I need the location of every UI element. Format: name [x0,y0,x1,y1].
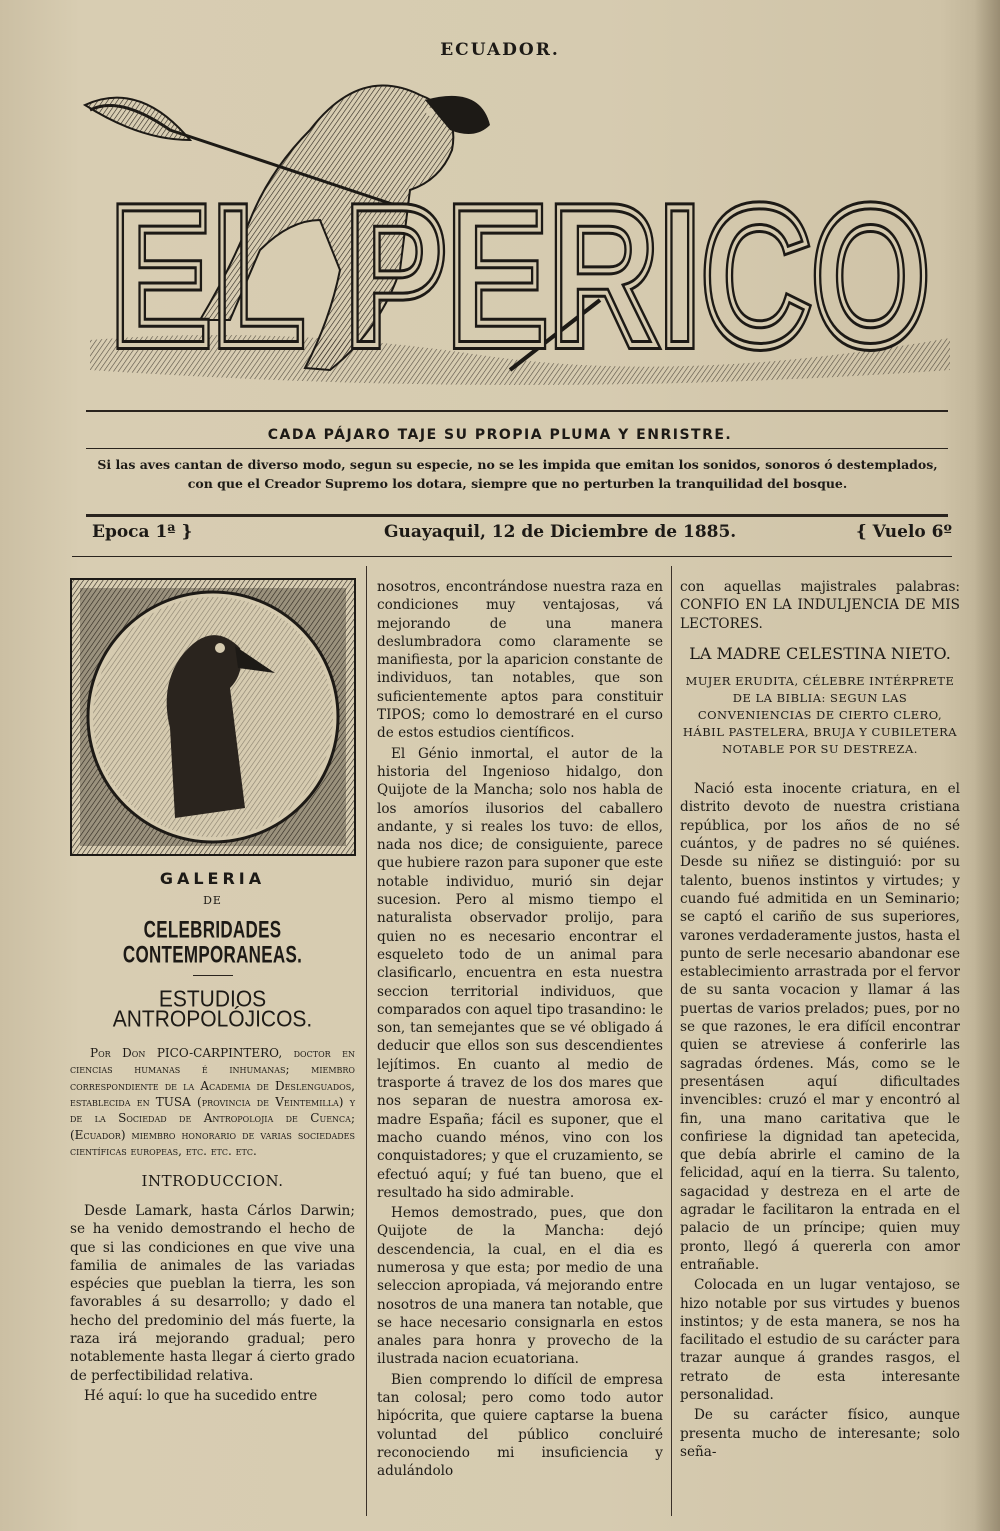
epoca-label: Epoca 1ª } [92,522,193,542]
paragraph: Hemos demostrado, pues, que don Quijote de la Mancha: dejó descendencia, la cual, en el dia es numerosa y que esta; por medio de una seleccion apropiada, vá mejorando entre nosotros de una manera tan notable, que se hace necesario consignarla en estos anales para honra y provecho de la ilustrada nacion ecuatoriana. [377,1205,663,1368]
country-label: ECUADOR. [440,40,560,60]
celebridades-heading: CELEBRIDADES CONTEMPORANEAS. [122,915,303,969]
paragraph: El Génio inmortal, el autor de la historia del Ingenioso hidalgo, don Quijote de la Mancha; solo nos habla de los amoríos ilusorios del caballero andante, y si reales los tuvo: de ellos, nada nos dice; de consiguiente, parece que hubiere razon para suponer que este notable individuo, murió sin dejar sucesion. Pero al mismo tiempo el naturalista observador prolijo, para quien no es necesario encontrar el esqueleto todo de un animal para clasificarlo, encuentra en esta nuestra seccion territorial individuos, que comparados con aquel tipo trasandino: le son, tan semejantes que se vé obligado á deducir que ellos son sus descendientes lejítimos. En cuanto al medio de trasporte á travez de los dos mares que nos separan de nuestra amorosa ex-madre España; fácil es suponer, que el macho cuando ménos, vino con los conquistadores; y que el cruzamiento, se efectuó aquí; y fué tan bueno, que el resultado ha sido admirable. [377,745,663,1201]
epigraph: Si las aves cantan de diverso modo, segun su especie, no se les impida que emitan los sonidos, sonoros ó destemplados, con que el Creador Supremo los dotara, siempre que no perturben la tranquilidad del bosque. [97,457,938,491]
column-divider-1 [366,566,367,1516]
estudios-heading: ESTUDIOS ANTROPOLÓJICOS. [112,987,313,1033]
madre-celestina-heading: LA MADRE CELESTINA NIETO. [689,643,951,663]
dateline [92,522,952,552]
introduccion-heading: INTRODUCCION. [141,1171,284,1190]
motto: CADA PÁJARO TAJE SU PROPIA PLUMA Y ENRISTRE. [267,427,733,443]
column-3 [680,578,960,1463]
header-rule-top [86,410,948,412]
masthead [80,70,960,410]
paragraph: con aquellas majistrales palabras: CONFIO EN LA INDULJENCIA DE MIS LECTORES. [680,579,960,632]
paragraph: De su carácter físico, aunque presenta mucho de interesante; solo seña- [680,1407,960,1460]
de-label: DE [203,894,222,908]
heading-divider [193,975,233,976]
masthead-illustration [80,70,960,410]
masthead-title [110,165,930,388]
svg-text:EL PERICO: EL PERICO [110,165,930,388]
woodcut-portrait [70,578,356,856]
galeria-heading: GALERIA [159,869,266,888]
column-divider-2 [671,566,672,1516]
svg-text:EL PERICO: EL PERICO [110,165,930,388]
paragraph: Hé aquí: lo que ha sucedido entre [84,1387,318,1404]
header-rule-mid [86,448,948,449]
dateline-rule [72,556,952,557]
place-date: Guayaquil, 12 de Diciembre de 1885. [384,522,737,542]
paragraph: Desde Lamark, hasta Cárlos Darwin; se ha venido demostrando el hecho de que si las condiciones en que vive una familia de animales de las variadas espécies que pueblan la tierra, les son favorables á su desarrollo; y dado el hecho del predominio del más fuerte, la raza irá mejorando gradual; pero notablemente hasta llegar á cierto grado de perfectibilidad relativa. [70,1202,355,1384]
article-subtitle: MUJER ERUDITA, CÉLEBRE INTÉRPRETE DE LA BIBLIA: SEGUN LAS CONVENIENCIAS DE CIERTO CLERO, HÁBIL PASTELERA, BRUJA Y CUBILETERA NOTABLE POR SU DESTREZA. [682,674,958,757]
page-edge-shadow [974,0,1000,1531]
byline: Por Don PICO-CARPINTERO, doctor en ciencias humanas é inhumanas; miembro correspondiente de la Academia de Deslenguados, establecida en TUSA (provincia de Veintemilla) y de la Sociedad de Antropolojia de Cuenca; (Ecuador) miembro honorario de varias sociedades científicas europeas, etc. etc. etc. [70,1045,355,1159]
column-1 [70,578,355,1407]
paragraph: Colocada en un lugar ventajoso, se hizo notable por sus virtudes y buenos instintos; y de esta manera, se nos ha facilitado el estudio de su carácter para trazar aunque á grandes rasgos, el retrato de esta interesante personalidad. [680,1277,960,1403]
header-rule-thick [86,514,948,517]
paragraph: nosotros, encontrándose nuestra raza en condiciones muy ventajosas, vá mejorando de una manera deslumbradora como claramente se manifiesta, por la aparicion constante de individuos, tan notables, que son suficientemente aptos para constituir TIPOS; como lo demostraré en el curso de estos estudios científicos. [377,579,663,742]
vuelo-label: { Vuelo 6º [855,522,952,542]
paragraph: Nació esta inocente criatura, en el distrito devoto de nuestra cristiana república, por los años de no sé cuántos, y de padres no sé quiénes. Desde su niñez se distinguió: por su talento, buenos instintos y virtudes; y cuando fué admitida en un Seminario; se captó el cariño de sus superiores, varones verdaderamente justos, hasta el punto de serle necesario abandonar ese establecimiento arrastrada por el fervor de su santa vocacion y llamar á las puertas de varios prelados; pues, por no se que razones, le era difícil encontrar quien se atreviese á conferirle las sagradas órdenes. Más, como se le presentásen aquí dificultades invencibles: cruzó el mar y encontró al fin, una mano caritativa que le confiriese la dignidad tan apetecida, que debía abrirle el camino de la felicidad, aquí en la tierra. Su talento, sagacidad y destreza en el arte de agradar le facilitaron la entrada en el palacio de un príncipe; quien muy pronto, llegó á quererla con amor entrañable. [680,781,960,1273]
column-2 [377,578,663,1483]
paragraph: Bien comprendo lo difícil de empresa tan colosal; pero como todo autor hipócrita, que quiere captarse la buena voluntad del público concluiré reconociendo mi insuficiencia y adulándolo [377,1371,663,1480]
